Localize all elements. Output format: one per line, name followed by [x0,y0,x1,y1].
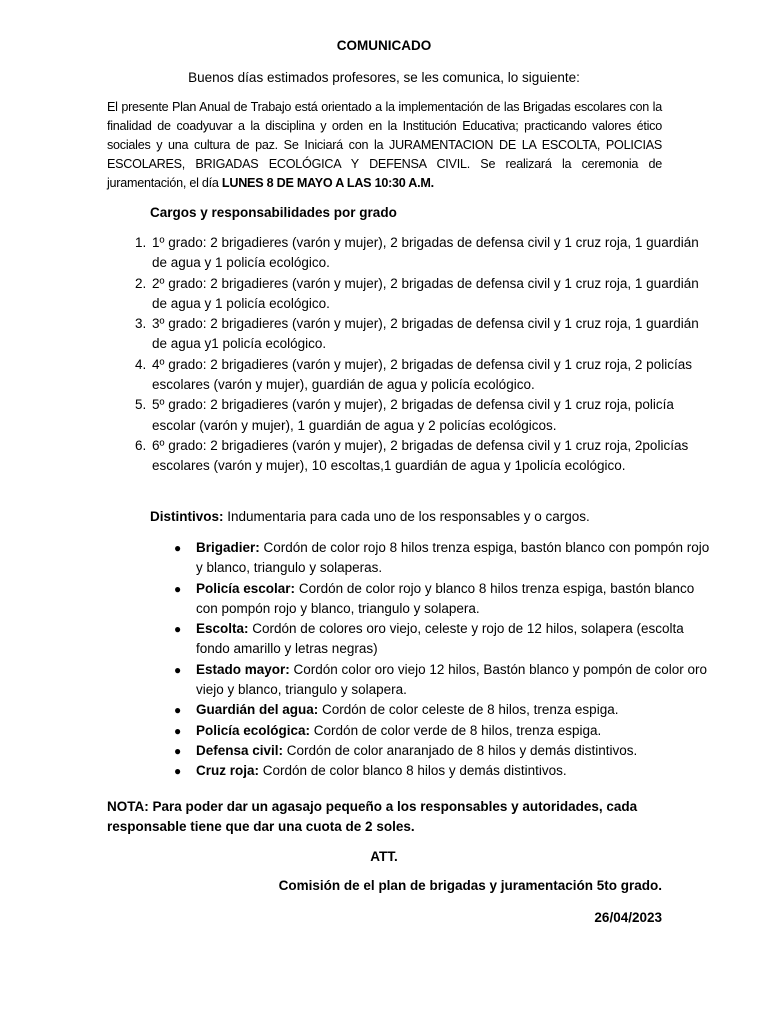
signature-commission: Comisión de el plan de brigadas y juramentación 5to grado. [278,878,662,893]
grade-item-2: 2. 2º grado: 2 brigadieres (varón y mujer), 2 brigadas de defensa civil y 1 cruz roja, 1 guardián de agua y 1 policía ecológico. [150,274,710,315]
nota-paragraph: NOTA: Para poder dar un agasajo pequeño a los responsables y autoridades, cada responsable tiene que dar una cuota de 2 soles. [107,799,638,834]
badge-item-brigadier [174,538,716,579]
att-line: ATT. [370,849,398,864]
grade-item-4: 4. 4º grado: 2 brigadieres (varón y mujer), 2 brigadas de defensa civil y 1 cruz roja, 2 policías escolares (varón y mujer), guardián de agua y policía ecológico. [150,355,710,396]
bullet-icon: ● [174,723,182,738]
intro-paragraph [107,98,662,193]
distintivos-text: Indumentaria para cada uno de los responsables y o cargos. [223,509,590,524]
badge-desc: Cordón de color celeste de 8 hilos, trenza espiga. [318,702,619,718]
distintivos-label: Distintivos: [150,509,224,524]
badge-item-policia-ecologica [174,721,716,741]
grade-item-1: 1. 1º grado: 2 brigadieres (varón y mujer), 2 brigadas de defensa civil y 1 cruz roja, 1 guardián de agua y 1 policía ecológico. [150,233,710,274]
bullet-icon: ● [174,703,182,718]
badge-role: Brigadier: [196,540,260,555]
greeting-line: Buenos días estimados profesores, se les comunica, lo siguiente: [188,70,580,85]
badge-desc: Cordón de color verde de 8 hilos, trenza espiga. [310,722,602,738]
badge-item-estado-mayor [174,660,716,701]
document-title: COMUNICADO [336,38,432,53]
badge-item-cruz-roja [174,761,716,781]
badge-item-escolta [174,619,716,660]
badge-role: Estado mayor: [196,661,290,677]
grades-list [107,233,710,477]
bullet-icon: ● [174,662,182,677]
bullet-icon: ● [174,622,182,637]
badge-role: Policía escolar: [196,580,296,596]
badge-desc: Cordón de color rojo 8 hilos trenza espiga, bastón blanco con pompón rojo y blanco, triangulo y solaperas. [196,540,710,576]
badge-desc: Cordón de color rojo y blanco 8 hilos trenza espiga, bastón blanco con pompón rojo y blanco, triangulo y solapera. [196,580,695,616]
section-heading: Cargos y responsabilidades por grado [150,205,397,220]
document-date: 26/04/2023 [594,910,662,925]
badge-desc: Cordón de color anaranjado de 8 hilos y demás distintivos. [283,742,638,758]
bullet-icon: ● [174,581,182,596]
distintivos-line [150,509,590,524]
grade-item-5: 5. 5º grado: 2 brigadieres (varón y mujer), 2 brigadas de defensa civil y 1 cruz roja, policía escolar (varón y mujer), 1 guardián de agua y 2 policías ecológicos. [150,395,710,436]
badge-desc: Cordón color oro viejo 12 hilos, Bastón blanco y pompón de color oro viejo y blanco, triangulo y solapera. [196,661,708,698]
badge-item-policia-escolar [174,579,716,620]
badge-role: Policía ecológica: [196,722,311,738]
bullet-icon: ● [174,743,182,758]
grade-item-6: 6. 6º grado: 2 brigadieres (varón y mujer), 2 brigadas de defensa civil y 1 cruz roja, 2policías escolares (varón y mujer), 10 escoltas,1 guardián de agua y 1policía ecológico. [150,436,710,477]
badge-role: Cruz roja: [196,763,260,779]
bullet-icon: ● [174,541,182,555]
badge-desc: Cordón de colores oro viejo, celeste y rojo de 12 hilos, solapera (escolta fondo amarillo y letras negras) [196,621,684,657]
badges-list [153,538,716,782]
badge-role: Escolta: [196,621,249,637]
grade-item-3: 3. 3º grado: 2 brigadieres (varón y mujer), 2 brigadas de defensa civil y 1 cruz roja, 1 guardián de agua y1 policía ecológico. [150,314,710,355]
badge-role: Defensa civil: [196,742,284,758]
bullet-icon: ● [174,764,182,779]
badge-item-guardian-agua [174,700,716,720]
badge-desc: Cordón de color blanco 8 hilos y demás distintivos. [259,763,567,779]
intro-text: El presente Plan Anual de Trabajo está orientado a la implementación de las Brigadas escolares con la finalidad de coadyuvar a la disciplina y orden en la Institución Educativa; practicando valores ético sociales y una cultura de paz. Se Iniciará con la JURAMENTACION DE LA ESCOLTA, POLICIAS ESCOLARES, BRIGADAS ECOLÓGICA Y DEFENSA CIVIL. Se realizará la ceremonia de juramentación, el día [107,100,662,190]
badge-role: Guardián del agua: [196,702,319,718]
badge-item-defensa-civil [174,741,716,761]
ceremony-date-bold: LUNES 8 DE MAYO A LAS 10:30 A.M. [221,176,434,190]
